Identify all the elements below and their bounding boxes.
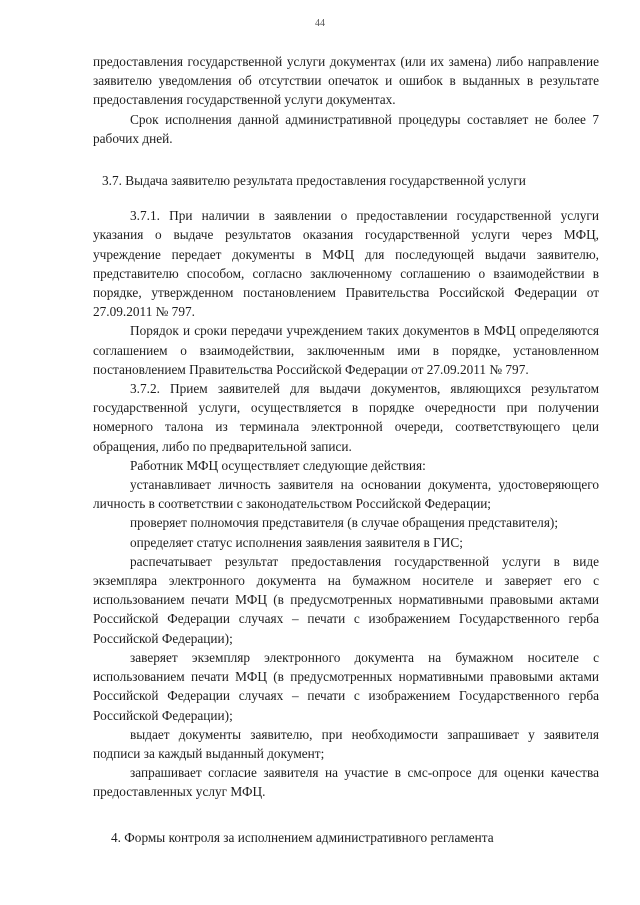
paragraph-transfer-order: Порядок и сроки передачи учреждением таких документов в МФЦ определяются соглашением о взаимодействии, заключенным ими в порядке, установленном постановлением Правительства Российской Федерации от 27.09.2011 № 797. bbox=[93, 323, 599, 377]
paragraph-3-7-2: 3.7.2. Прием заявителей для выдачи документов, являющихся результатом государственной услуги, осуществляется в порядке очередности при получении номерного талона из терминала электронной очереди, соответствующего цели обращения, либо по предварительной записи. bbox=[93, 381, 599, 454]
page-number: 44 bbox=[315, 18, 325, 29]
section-heading-3-7: 3.7. Выдача заявителю результата предоставления государственной услуги bbox=[102, 173, 526, 189]
paragraph-continuation: предоставления государственной услуги документах (или их замена) либо направление заявителю уведомления об отсутствии опечаток и ошибок в выданных в результате предоставления государственной услуги документах. bbox=[93, 54, 599, 108]
list-item-print-result: распечатывает результат предоставления государственной услуги в виде экземпляра электронного документа на бумажном носителе и заверяет его с использованием печати МФЦ (в предусмотренных нормативными правовыми актами Российской Федерации случаях – печати с изображением Государственного герба Российской Федерации); bbox=[93, 553, 599, 646]
paragraph-3-7-1: 3.7.1. При наличии в заявлении о предоставлении государственной услуги указания о выдаче результатов оказания государственной услуги через МФЦ, учреждение передает документы в МФЦ для последующей выдачи заявителю, представителю способом, согласно заключенному соглашению о взаимодействии в порядке, утвержденном постановлением Правительства Российской Федерации от 27.09.2011 № 797. bbox=[93, 208, 599, 320]
document-body bbox=[93, 52, 599, 847]
section-heading-4: 4. Формы контроля за исполнением административного регламента bbox=[111, 829, 494, 845]
list-item-determine-status: определяет статус исполнения заявления заявителя в ГИС; bbox=[130, 534, 463, 550]
paragraph-mfc-actions-intro: Работник МФЦ осуществляет следующие действия: bbox=[130, 457, 426, 473]
list-item-sms-survey: запрашивает согласие заявителя на участие в смс-опросе для оценки качества предоставленных услуг МФЦ. bbox=[93, 765, 599, 800]
paragraph-deadline: Срок исполнения данной административной процедуры составляет не более 7 рабочих дней. bbox=[93, 111, 599, 146]
list-item-identify: устанавливает личность заявителя на основании документа, удостоверяющего личность в соответствии с законодательством Российской Федерации; bbox=[93, 477, 599, 512]
list-item-certify-copy: заверяет экземпляр электронного документа на бумажном носителе с использованием печати МФЦ (в предусмотренных нормативными правовыми актами Российской Федерации случаях – печати с изображением Государственного герба Российской Федерации); bbox=[93, 649, 599, 723]
list-item-check-authority: проверяет полномочия представителя (в случае обращения представителя); bbox=[130, 515, 559, 531]
list-item-issue-documents: выдает документы заявителю, при необходимости запрашивает у заявителя подписи за каждый выданный документ; bbox=[93, 726, 599, 761]
